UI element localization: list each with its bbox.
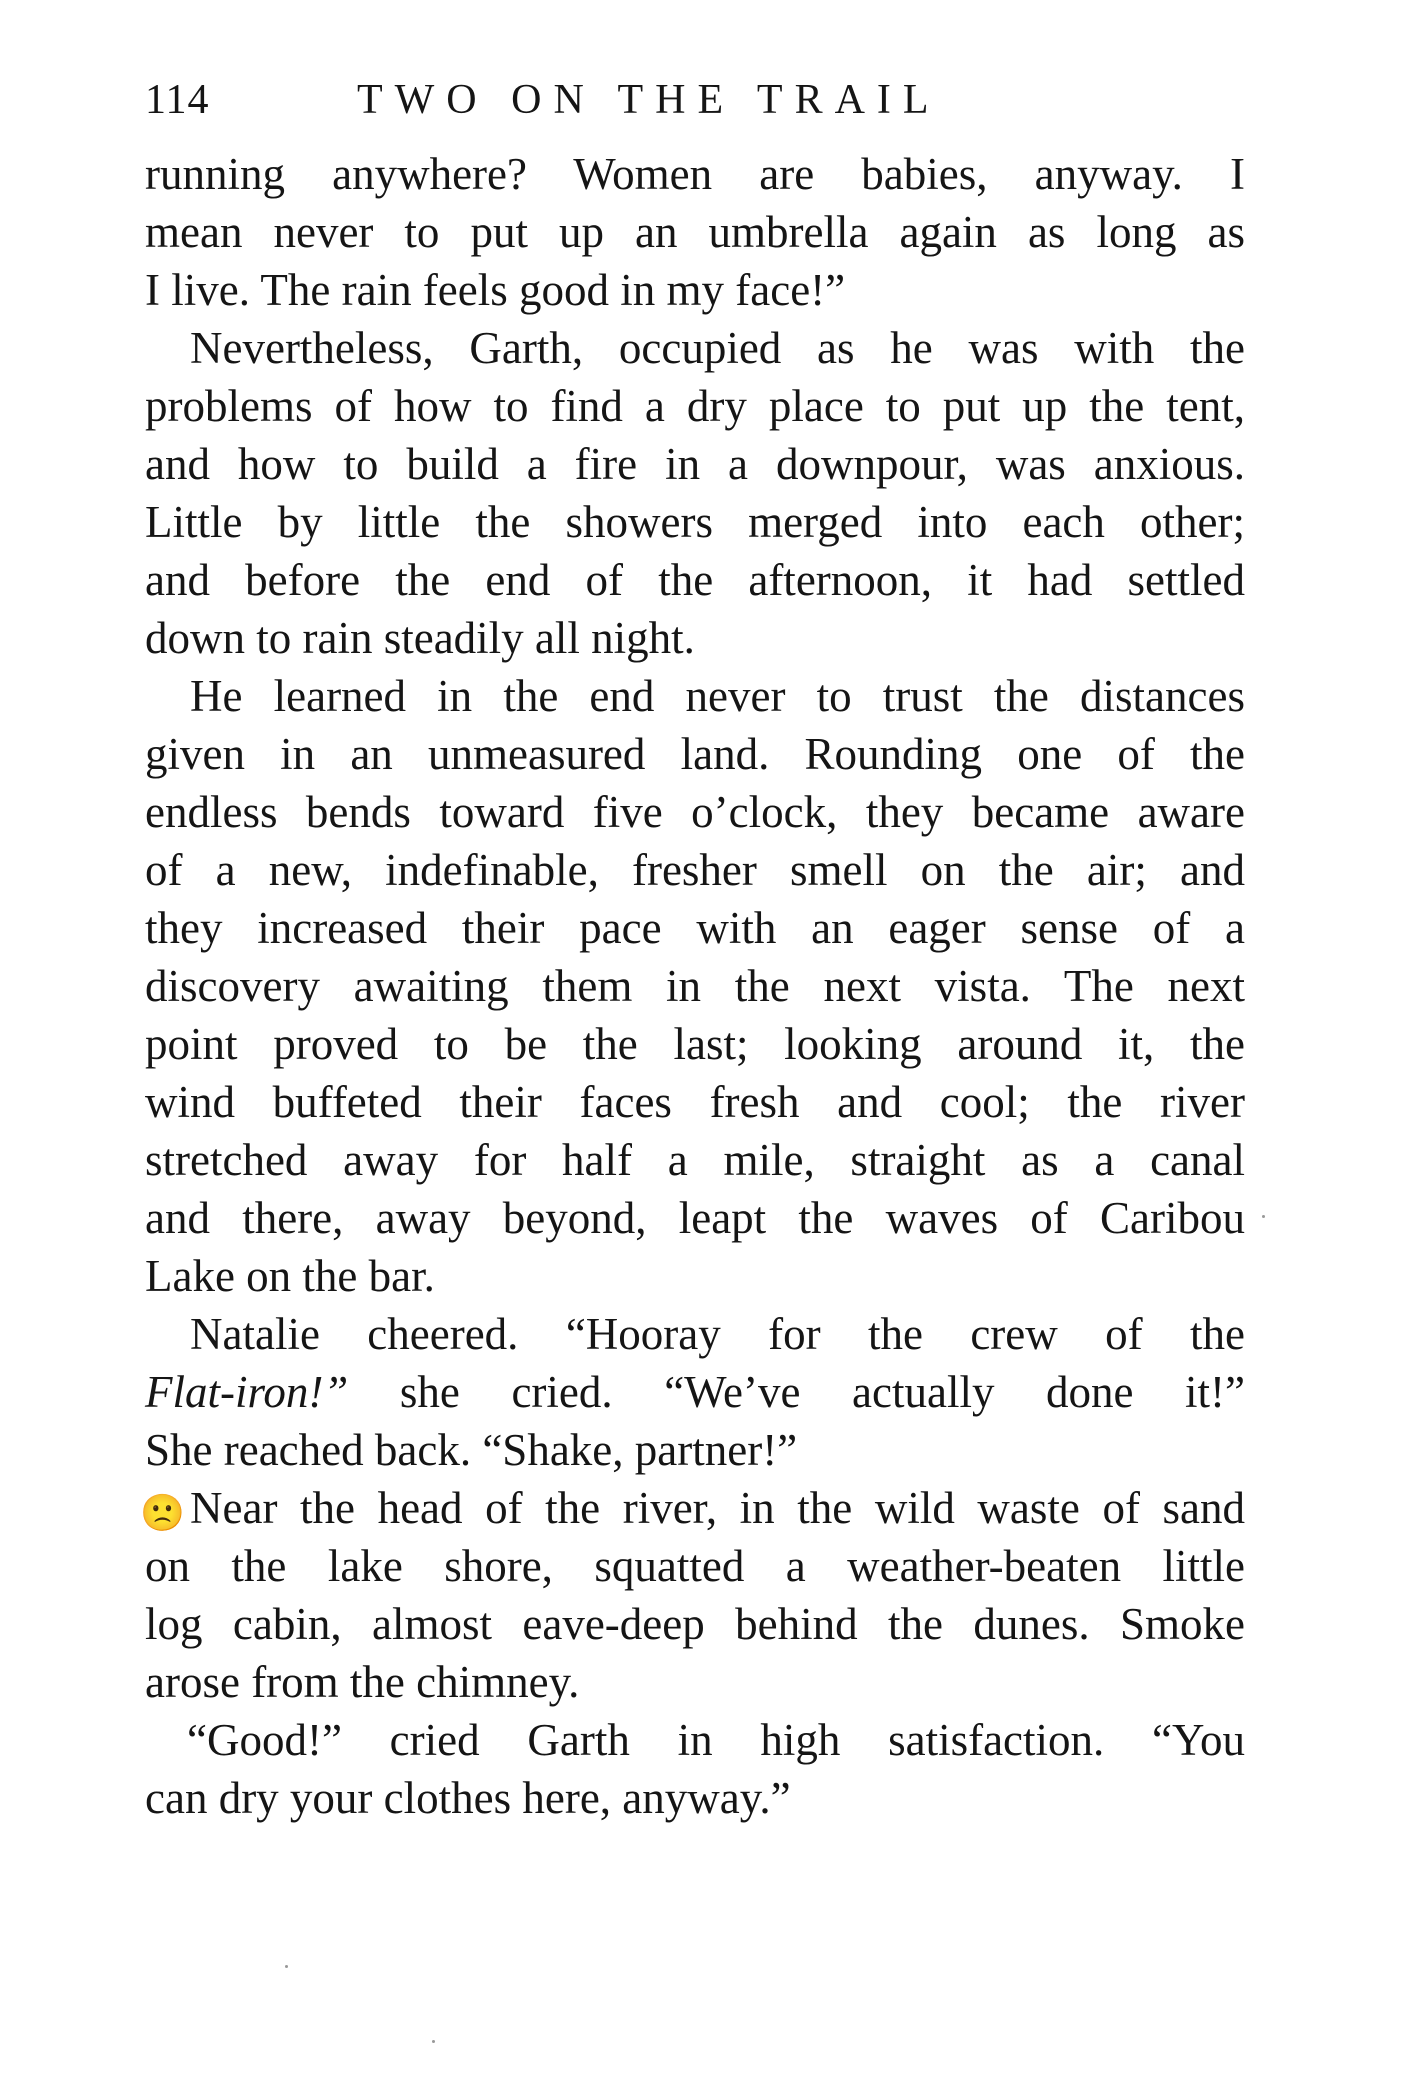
text-line: and there, away beyond, leapt the waves of Caribou (145, 1193, 1245, 1243)
text-line: given in an unmeasured land. Rounding one of the (145, 729, 1245, 779)
text-line: and before the end of the afternoon, it had settled (145, 555, 1245, 605)
text-line: endless bends toward five o’clock, they became aware (145, 787, 1245, 837)
margin-ink-mark: 🙁 (140, 1493, 185, 1533)
text-line: of a new, indefinable, fresher smell on the air; and (145, 845, 1245, 895)
text-line: She reached back. “Shake, partner!” (145, 1425, 798, 1475)
text-line: point proved to be the last; looking around it, the (145, 1019, 1245, 1069)
text-line: mean never to put up an umbrella again as long as (145, 207, 1245, 257)
paragraph-first-line: Near the head of the river, in the wild waste of sand (190, 1483, 1245, 1533)
text-line: stretched away for half a mile, straight as a canal (145, 1135, 1245, 1185)
ink-speck (432, 2040, 435, 2043)
text-line: and how to build a fire in a downpour, was anxious. (145, 439, 1245, 489)
text-line: Lake on the bar. (145, 1251, 435, 1301)
text-line: Little by little the showers merged into each other; (145, 497, 1245, 547)
text-line: they increased their pace with an eager sense of a (145, 903, 1245, 953)
italic-boat-name: Flat-iron!” (145, 1367, 349, 1417)
text-line: arose from the chimney. (145, 1657, 580, 1707)
text-line (145, 1363, 1245, 1421)
ink-speck (285, 1965, 288, 1968)
text-line: wind buffeted their faces fresh and cool; the river (145, 1077, 1245, 1127)
text-line: discovery awaiting them in the next vista. The next (145, 961, 1245, 1011)
text-line: I live. The rain feels good in my face!” (145, 265, 846, 315)
paragraph-first-line: Natalie cheered. “Hooray for the crew of the (190, 1309, 1245, 1359)
text-line: on the lake shore, squatted a weather-beaten little (145, 1541, 1245, 1591)
text-line: running anywhere? Women are babies, anyway. I (145, 149, 1245, 199)
text-line-rest: she cried. “We’ve actually done it!” (399, 1367, 1245, 1417)
paragraph-first-line: He learned in the end never to trust the distances (190, 671, 1245, 721)
text-line: log cabin, almost eave-deep behind the dunes. Smoke (145, 1599, 1245, 1649)
ink-speck (1262, 1215, 1265, 1218)
text-line: down to rain steadily all night. (145, 613, 695, 663)
body-text (145, 145, 1245, 1827)
text-line: can dry your clothes here, anyway.” (145, 1773, 791, 1823)
paragraph-first-line: “Good!” cried Garth in high satisfaction. “You (187, 1715, 1245, 1765)
running-title: TWO ON THE TRAIL (357, 77, 941, 123)
running-head (145, 70, 1245, 130)
page-number: 114 (145, 77, 210, 123)
paragraph-first-line: Nevertheless, Garth, occupied as he was with the (190, 323, 1245, 373)
text-line: problems of how to find a dry place to put up the tent, (145, 381, 1245, 431)
